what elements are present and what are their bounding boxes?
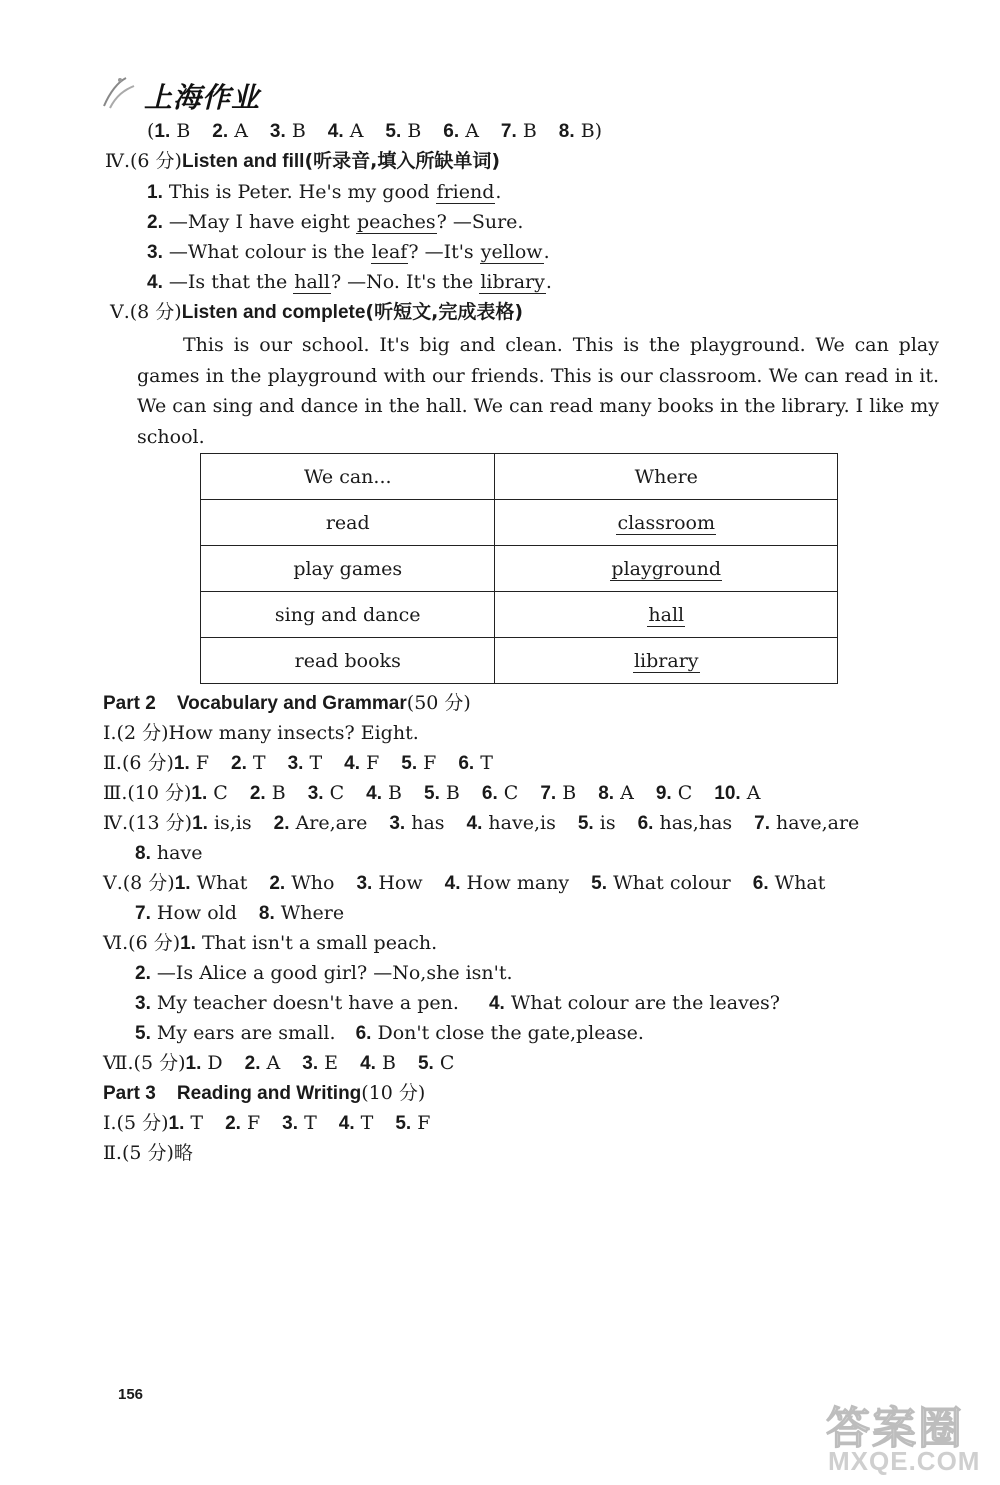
answer-number: 5. — [401, 753, 418, 774]
answer-item — [225, 1112, 260, 1134]
answer-item — [356, 872, 422, 894]
answer-value: is — [593, 812, 616, 834]
answer-value: B — [285, 120, 306, 142]
paren-open: ( — [147, 120, 155, 142]
answer-item — [245, 1052, 281, 1074]
answer-item — [339, 1112, 374, 1134]
answer-item — [344, 752, 379, 774]
q-text: . — [495, 181, 502, 203]
answer-number: 2. — [244, 1053, 261, 1074]
part3-title: Part 3 Reading and Writing — [103, 1083, 362, 1104]
answer-value: C — [497, 782, 519, 804]
section-label: Ⅱ.(6 分) — [103, 752, 174, 774]
p2-s6-line3 — [135, 990, 780, 1017]
answer-number: 7. — [500, 121, 517, 142]
answer-value: has — [405, 812, 445, 834]
section-label: Ⅰ.(5 分) — [103, 1112, 169, 1134]
section-label: Ⅳ.(13 分) — [103, 812, 193, 834]
answer-list — [135, 842, 202, 864]
answer-number: 3. — [269, 121, 286, 142]
q-number: 2. — [147, 212, 163, 233]
place-answer: library — [633, 649, 699, 672]
q-answer: library — [480, 271, 545, 293]
answer-number: 2. — [225, 1113, 241, 1134]
answer-number: 2. — [231, 753, 247, 774]
answer-item — [366, 782, 402, 804]
sec5-title-en: Listen and complete — [181, 302, 366, 323]
q-answer: leaf — [371, 241, 408, 263]
answer-number: 4. — [466, 813, 483, 834]
answer-item — [169, 1112, 204, 1134]
answer-item — [753, 872, 826, 894]
answer-item — [443, 120, 479, 142]
table-row — [201, 638, 838, 684]
sec4-q3 — [147, 239, 550, 266]
answer-item — [598, 782, 634, 804]
answer-value: How old — [150, 902, 237, 924]
answer-item — [389, 812, 444, 834]
p2-s6 — [103, 930, 437, 957]
answer-value: What — [190, 872, 248, 894]
answer-number: 6. — [481, 783, 498, 804]
answer-item — [192, 812, 252, 834]
answer-list — [169, 1112, 431, 1134]
page-number: 156 — [118, 1386, 144, 1403]
paren-close: ) — [594, 120, 603, 142]
answer-item — [308, 782, 344, 804]
section-answer: How many insects? Eight. — [168, 722, 419, 744]
answer-item — [250, 782, 286, 804]
answer-number: 6. — [637, 813, 654, 834]
header-logo — [100, 72, 280, 114]
answer-value: Are,are — [289, 812, 368, 834]
p2-s7 — [103, 1050, 454, 1077]
logo-swoosh-icon — [100, 72, 150, 112]
q-number: 3. — [135, 993, 151, 1014]
section-label: Ⅵ.(6 分) — [103, 932, 181, 954]
answer-value: Where — [274, 902, 345, 924]
answer-item — [135, 902, 237, 924]
answer-value: A — [343, 120, 364, 142]
answer-list — [135, 902, 344, 924]
answer-item — [559, 120, 595, 142]
answer-item — [302, 1052, 338, 1074]
table-cell-activity: sing and dance — [201, 592, 495, 638]
answer-item — [418, 1052, 454, 1074]
answer-list — [174, 752, 493, 774]
q-answer: Don't close the gate,please. — [371, 1022, 644, 1044]
answer-item — [135, 842, 202, 864]
sec4-label: Ⅳ.(6 分) — [105, 150, 182, 172]
sec5-heading — [110, 299, 523, 326]
answer-item — [212, 120, 248, 142]
table-cell-place — [495, 500, 838, 546]
answer-number: 9. — [655, 783, 672, 804]
answer-number: 5. — [577, 813, 594, 834]
answer-value: B — [265, 782, 286, 804]
answer-value: T — [298, 1112, 317, 1134]
answer-value: have,is — [482, 812, 556, 834]
answer-number: 1. — [185, 1053, 202, 1074]
part2-title: Part 2 Vocabulary and Grammar — [103, 693, 407, 714]
answer-number: 4. — [444, 873, 461, 894]
answer-value: How — [372, 872, 423, 894]
where-table — [200, 453, 838, 684]
answer-value: A — [459, 120, 479, 142]
answer-value: B — [516, 120, 537, 142]
answer-item — [445, 872, 570, 894]
answer-number: 8. — [135, 843, 151, 864]
table-row — [201, 500, 838, 546]
answer-number: 3. — [282, 1113, 299, 1134]
answer-number: 3. — [389, 813, 406, 834]
answer-value: F — [360, 752, 380, 774]
watermark-url: MXQE.COM — [828, 1446, 981, 1476]
answer-list — [186, 1052, 455, 1074]
q-number: 3. — [147, 242, 163, 263]
answer-value: E — [318, 1052, 339, 1074]
answer-item — [638, 812, 733, 834]
answer-list — [154, 120, 594, 142]
answer-number: 6. — [443, 121, 460, 142]
answer-value: T — [246, 752, 266, 774]
answer-number: 5. — [395, 1113, 412, 1134]
logo-text: 上海作业 — [144, 81, 261, 114]
answer-list — [191, 782, 760, 804]
q-text: —What colour is the — [162, 241, 371, 263]
answer-number: 7. — [135, 903, 151, 924]
place-answer: classroom — [617, 511, 715, 534]
answer-value: D — [201, 1052, 223, 1074]
answer-item — [395, 1112, 430, 1134]
q-number: 1. — [147, 182, 163, 203]
p2-s5 — [103, 870, 825, 897]
p2-s3 — [103, 780, 760, 807]
top-answers-line — [147, 118, 602, 145]
answer-value: A — [740, 782, 761, 804]
answer-item — [656, 782, 692, 804]
p2-s4-line2 — [135, 840, 202, 867]
answer-item — [175, 872, 248, 894]
answer-item — [259, 902, 344, 924]
answer-list — [175, 872, 826, 894]
q-text: This is Peter. He's my good — [162, 181, 436, 203]
answer-item — [269, 872, 334, 894]
answer-value: F — [417, 752, 437, 774]
answer-item — [540, 782, 576, 804]
sec4-q4 — [147, 269, 552, 296]
answer-item — [360, 1052, 396, 1074]
table-row — [201, 592, 838, 638]
sec4-heading — [105, 148, 500, 175]
q-answer: peaches — [356, 211, 436, 233]
answer-value: T — [474, 752, 493, 774]
answer-number: 1. — [154, 121, 171, 142]
p2-s4 — [103, 810, 859, 837]
q-answer: yellow — [480, 241, 543, 263]
p2-s2 — [103, 750, 493, 777]
q-answer: That isn't a small peach. — [195, 932, 438, 954]
table-cell-place — [495, 546, 838, 592]
answer-number: 8. — [598, 783, 615, 804]
p3-s1 — [103, 1110, 430, 1137]
answer-value: C — [323, 782, 345, 804]
section-label: Ⅲ.(10 分) — [103, 782, 192, 804]
answer-item — [591, 872, 731, 894]
section-label: Ⅰ.(2 分) — [103, 722, 169, 744]
q-number: 4. — [147, 272, 163, 293]
answer-number: 1. — [168, 1113, 185, 1134]
q-answer: hall — [294, 271, 330, 293]
answer-value: have — [150, 842, 203, 864]
answer-value: B — [170, 120, 191, 142]
q-number: 4. — [488, 993, 505, 1014]
sec4-q2 — [147, 209, 523, 236]
answer-number: 7. — [540, 783, 557, 804]
answer-item — [186, 1052, 223, 1074]
answer-value: What colour — [607, 872, 731, 894]
answer-value: T — [303, 752, 323, 774]
answer-number: 4. — [360, 1053, 376, 1074]
answer-value: F — [189, 752, 210, 774]
q-text: . — [543, 241, 550, 263]
answer-value: Who — [285, 872, 335, 894]
answer-value: C — [433, 1052, 455, 1074]
answer-item — [482, 782, 518, 804]
answer-item — [154, 120, 190, 142]
table-row — [201, 546, 838, 592]
answer-number: 8. — [258, 903, 275, 924]
answer-value: B — [574, 120, 595, 142]
place-answer: hall — [648, 603, 685, 626]
answer-number: 1. — [191, 783, 208, 804]
answer-item — [424, 782, 460, 804]
place-answer: playground — [611, 557, 722, 580]
answer-number: 6. — [458, 753, 475, 774]
answer-value: C — [671, 782, 693, 804]
answer-item — [282, 1112, 317, 1134]
table-header-cell: We can... — [201, 454, 495, 500]
answer-item — [191, 782, 227, 804]
answer-number: 2. — [269, 873, 286, 894]
answer-value: T — [184, 1112, 204, 1134]
answer-number: 3. — [287, 753, 304, 774]
answer-item — [754, 812, 859, 834]
p2-s5-line2 — [135, 900, 344, 927]
answer-number: 4. — [344, 753, 361, 774]
answer-number: 2. — [273, 813, 290, 834]
q-text: ? —No. It's the — [330, 271, 480, 293]
answer-number: 1. — [174, 873, 191, 894]
answer-item — [714, 782, 760, 804]
answer-value: B — [382, 782, 403, 804]
sec5-label: Ⅴ.(8 分) — [110, 301, 182, 323]
answer-item — [458, 752, 493, 774]
answer-value: B — [401, 120, 422, 142]
answer-value: A — [260, 1052, 281, 1074]
answer-value: B — [556, 782, 577, 804]
sec4-title-en: Listen and fill — [181, 151, 305, 172]
table-header-row — [201, 454, 838, 500]
answer-item — [328, 120, 364, 142]
answer-value: What — [768, 872, 826, 894]
answer-number: 8. — [558, 121, 575, 142]
q-answer: —Is Alice a good girl? —No,she isn't. — [150, 962, 513, 984]
part2-heading — [103, 690, 471, 717]
answer-number: 3. — [356, 873, 373, 894]
answer-number: 10. — [714, 783, 741, 804]
answer-item — [467, 812, 556, 834]
answer-number: 1. — [173, 753, 190, 774]
p2-s1 — [103, 720, 419, 746]
answer-number: 5. — [385, 121, 402, 142]
section-label: Ⅶ.(5 分) — [103, 1052, 186, 1074]
watermark-logo — [822, 1392, 992, 1478]
q-text: ? —It's — [408, 241, 480, 263]
q-text: . — [545, 271, 552, 293]
answer-number: 6. — [752, 873, 769, 894]
table-cell-activity: read books — [201, 638, 495, 684]
q-number: 1. — [180, 933, 196, 954]
answer-list — [192, 812, 859, 834]
section-answer: 略 — [173, 1142, 193, 1164]
answer-item — [174, 752, 209, 774]
table-cell-activity: play games — [201, 546, 495, 592]
part3-heading — [103, 1080, 425, 1107]
p2-s6-line4 — [135, 1020, 644, 1047]
table-cell-place — [495, 638, 838, 684]
p2-s6-line2 — [135, 960, 513, 987]
answer-item — [270, 120, 306, 142]
sec5-title-cn: (听短文,完成表格) — [365, 301, 524, 323]
answer-value: C — [207, 782, 228, 804]
q-number: 2. — [135, 963, 151, 984]
q-answer: My ears are small. — [150, 1022, 336, 1044]
answer-value: B — [439, 782, 460, 804]
answer-number: 7. — [754, 813, 771, 834]
part2-score: (50 分) — [406, 692, 471, 714]
q-text: ? —Sure. — [436, 211, 524, 233]
answer-item — [274, 812, 368, 834]
answer-value: has,has — [653, 812, 733, 834]
answer-number: 3. — [302, 1053, 319, 1074]
answer-number: 2. — [249, 783, 266, 804]
answer-value: is,is — [207, 812, 252, 834]
q-text: —Is that the — [162, 271, 294, 293]
q-answer: friend — [436, 181, 495, 203]
table-cell-activity: read — [201, 500, 495, 546]
answer-value: B — [375, 1052, 396, 1074]
q-number: 5. — [135, 1023, 151, 1044]
section-label: Ⅴ.(8 分) — [103, 872, 175, 894]
sec4-q1 — [147, 179, 501, 206]
sec4-title-cn: (听录音,填入所缺单词) — [304, 150, 501, 172]
answer-number: 1. — [192, 813, 208, 834]
q-answer: What colour are the leaves? — [504, 992, 780, 1014]
answer-value: A — [228, 120, 248, 142]
q-answer: My teacher doesn't have a pen. — [150, 992, 459, 1014]
answer-number: 3. — [307, 783, 324, 804]
answer-number: 5. — [424, 783, 440, 804]
answer-number: 4. — [327, 121, 344, 142]
sec5-passage: This is our school. It's big and clean. This is the playground. We can play games in the playground with our friends. This is our classroom. We can read in it. We can sing and dance in the hall. We can read many books in the library. I like my school. — [137, 334, 939, 448]
section-label: Ⅱ.(5 分) — [103, 1142, 174, 1164]
answer-value: T — [354, 1112, 374, 1134]
answer-item — [288, 752, 323, 774]
part3-score: (10 分) — [361, 1082, 426, 1104]
table-cell-place — [495, 592, 838, 638]
answer-value: F — [240, 1112, 261, 1134]
answer-value: have,are — [770, 812, 860, 834]
table-header-cell: Where — [495, 454, 838, 500]
answer-number: 4. — [338, 1113, 355, 1134]
answer-number: 2. — [212, 121, 229, 142]
answer-number: 4. — [366, 783, 383, 804]
answer-value: How many — [460, 872, 570, 894]
answer-number: 5. — [417, 1053, 434, 1074]
answer-value: F — [411, 1112, 431, 1134]
answer-item — [578, 812, 616, 834]
answer-value: A — [614, 782, 634, 804]
answer-item — [401, 752, 436, 774]
answer-item — [231, 752, 266, 774]
answer-item — [385, 120, 421, 142]
q-text: —May I have eight — [162, 211, 356, 233]
q-number: 6. — [355, 1023, 372, 1044]
answer-item — [501, 120, 537, 142]
p3-s2 — [103, 1140, 193, 1166]
answer-number: 5. — [591, 873, 608, 894]
watermark-text: 答案圈 — [826, 1403, 964, 1454]
